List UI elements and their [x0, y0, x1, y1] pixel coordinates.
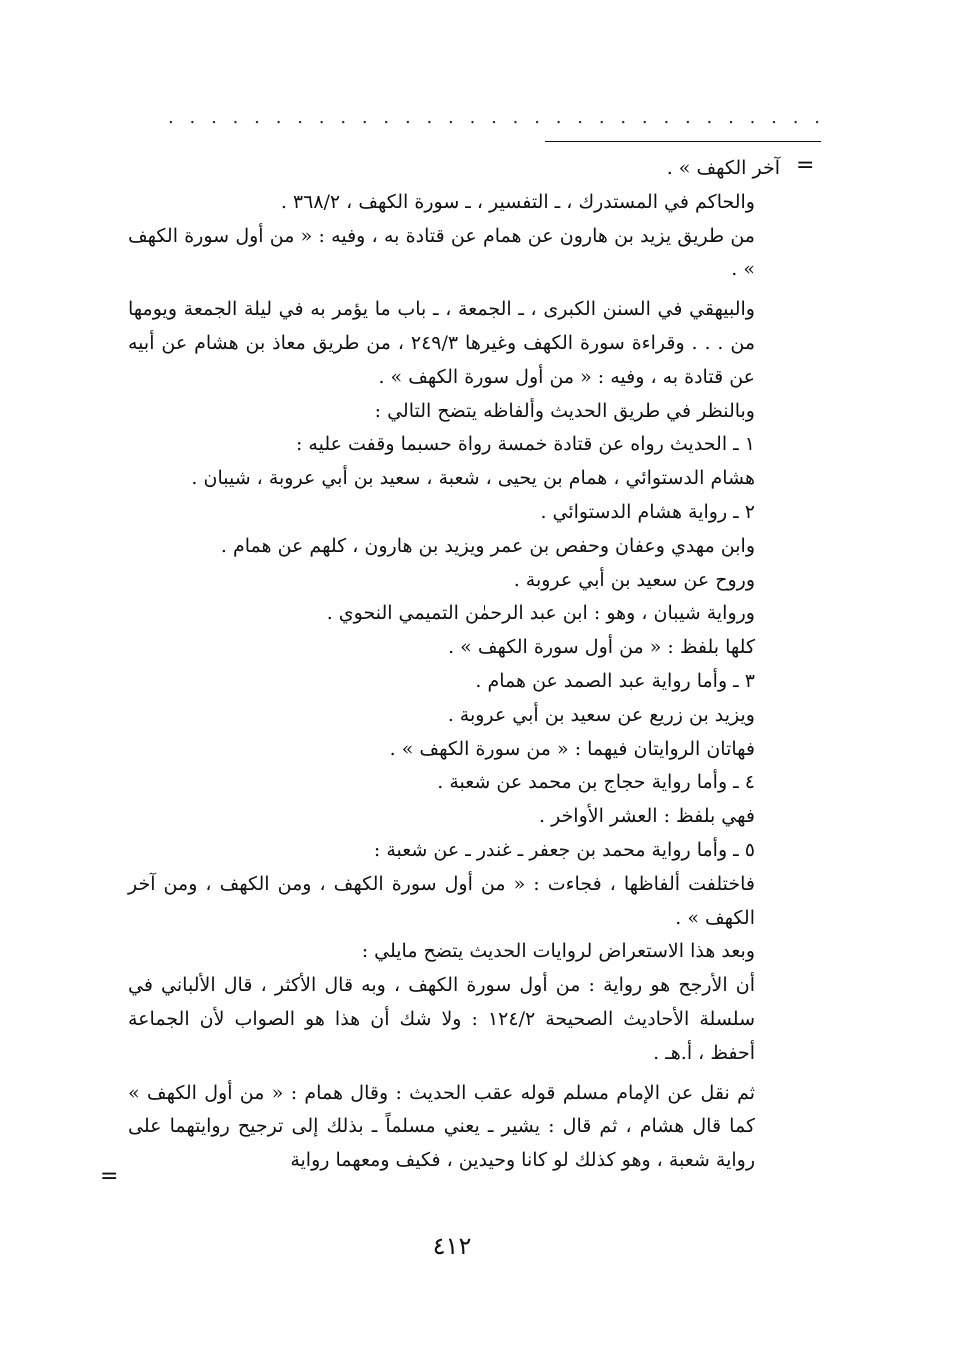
footnote-line: ويزيد بن زريع عن سعيد بن أبي عروبة .: [447, 703, 755, 726]
footnote-line: وبعد هذا الاستعراض لروايات الحديث يتضح مايلي :: [361, 940, 755, 963]
footnote-line: ٥ ـ وأما رواية محمد بن جعفر ـ غندر ـ عن شعبة :: [373, 838, 755, 861]
page-number: ٤١٢: [432, 1232, 472, 1260]
footnote-line: وابن مهدي وعفان وحفص بن عمر ويزيد بن هارون ، كلهم عن همام .: [220, 534, 755, 557]
dotted-separator: . . . . . . . . . . . . . . . . . . . . . . . . . . . . . . .: [168, 107, 820, 128]
footnote-line: هشام الدستوائي ، همام بن يحيى ، شعبة ، سعيد بن أبي عروبة ، شيبان .: [191, 467, 755, 490]
footnote-line: والحاكم في المستدرك ، ـ التفسير ، ـ سورة الكهف ، ٣٦٨/٢ .: [280, 190, 755, 213]
footnote-line: فهاتان الروايتان فيهما : « من سورة الكهف » .: [389, 737, 755, 760]
footnote-line: ورواية شيبان ، وهو : ابن عبد الرحمٰن التميمي النحوي .: [326, 602, 755, 625]
continuation-mark-bottom: =: [100, 1164, 119, 1189]
footnote-line: كلها بلفظ : « من أول سورة الكهف » .: [448, 636, 755, 659]
continuation-mark-top: =: [796, 153, 815, 178]
footnote-line: وبالنظر في طريق الحديث وألفاظه يتضح التالي :: [374, 399, 755, 422]
footnote-line: ثم نقل عن الإمام مسلم قوله عقب الحديث : وقال همام : « من أول الكهف » كما قال هشام ، ثم قال : يشير ـ يعني مسلماً ـ بذلك إلى ترجيح روايتهما على رواية شعبة ، وهو كذلك لو كانا وحيدين ، فكيف ومعهما رواية: [128, 1081, 755, 1172]
footnote-line: ٢ ـ رواية هشام الدستوائي .: [540, 500, 755, 523]
footnote-line: والبيهقي في السنن الكبرى ، ـ الجمعة ، ـ باب ما يؤمر به في ليلة الجمعة ويومها من . . . وقراءة سورة الكهف وغيرها ٢٤٩/٣ ، من طريق معاذ بن هشام عن أبيه عن قتادة به ، وفيه : « من أول سورة الكهف » .: [128, 298, 755, 388]
footnote-line: ٤ ـ وأما رواية حجاج بن محمد عن شعبة .: [437, 771, 755, 794]
footnote-line: ٣ ـ وأما رواية عبد الصمد عن همام .: [475, 669, 755, 692]
footnote-line: فاختلفت ألفاظها ، فجاءت : « من أول سورة الكهف ، ومن الكهف ، ومن آخر الكهف » .: [128, 872, 755, 929]
footnote-line: ١ ـ الحديث رواه عن قتادة خمسة رواة حسبما وقفت عليه :: [295, 433, 755, 456]
footnote-line: أن الأرجح هو رواية : من أول سورة الكهف ، وبه قال الأكثر ، قال الألباني في سلسلة الأحاديث الصحيحة ١٢٤/٢ : ولا شك أن هذا هو الصواب لأن الجماعة أحفظ ، أ.هـ .: [128, 974, 755, 1064]
footnote-rule: [545, 141, 821, 142]
footnote-body: [128, 152, 780, 1178]
footnote-line: آخر الكهف » .: [666, 157, 780, 179]
footnote-line: فهي بلفظ : العشر الأواخر .: [538, 805, 755, 828]
footnote-line: من طريق يزيد بن هارون عن همام عن قتادة به ، وفيه : « من أول سورة الكهف » .: [128, 224, 755, 281]
footnote-line: وروح عن سعيد بن أبي عروبة .: [513, 568, 755, 591]
